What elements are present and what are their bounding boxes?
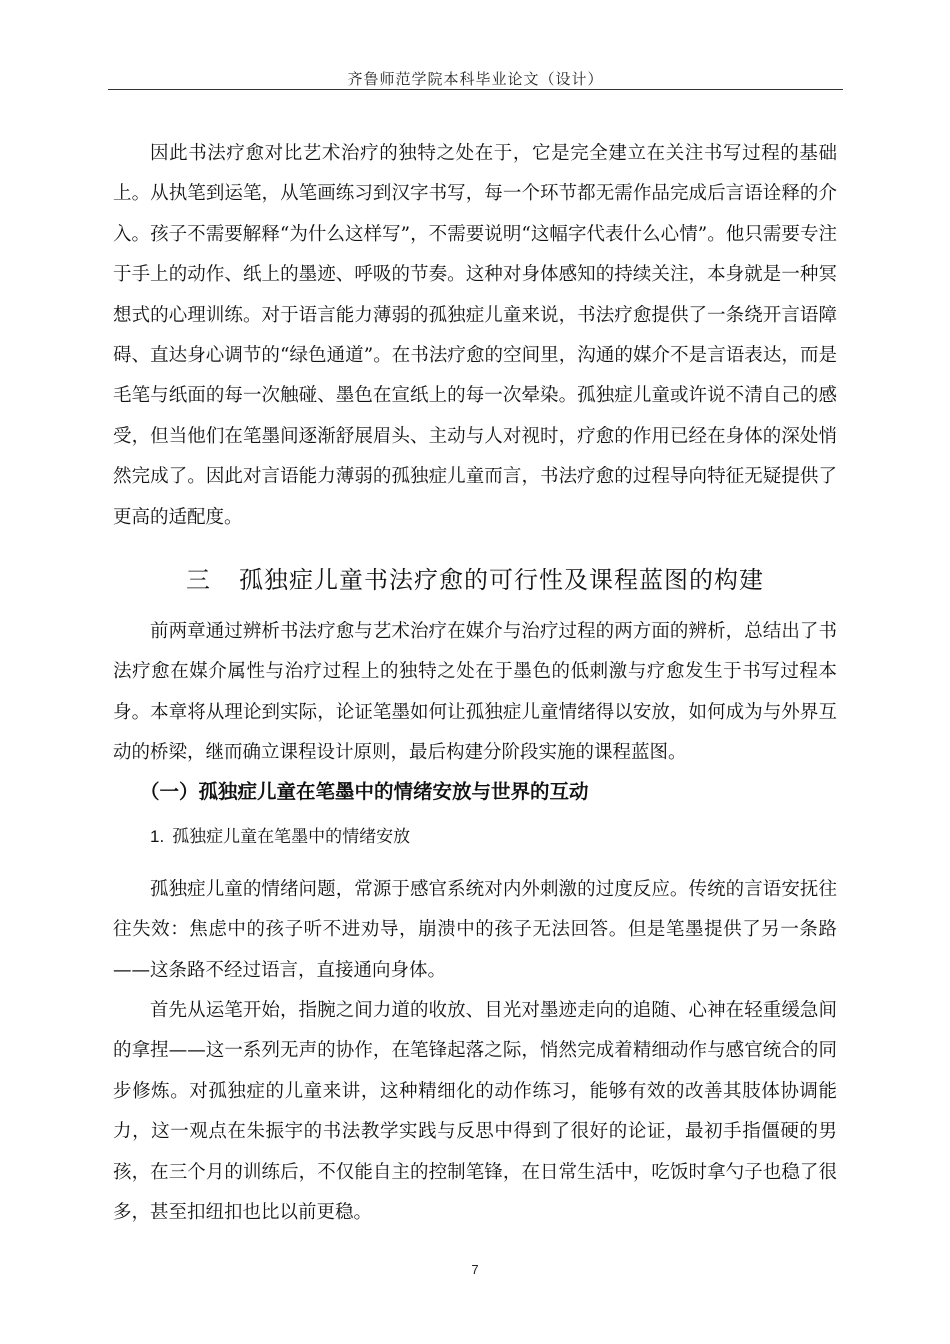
subsection-number: 1.: [150, 826, 165, 846]
paragraph-3: 孤独症儿童的情绪问题，常源于感官系统对内外刺激的过度反应。传统的言语安抚往往失效：焦虑中的孩子听不进劝导，崩溃中的孩子无法回答。但是笔墨提供了另一条路——这条路不经过语言，直接通向身体。: [113, 878, 837, 981]
subsection-heading: [113, 822, 837, 852]
chapter-title: 孤独症儿童书法疗愈的可行性及课程蓝图的构建: [239, 566, 764, 595]
subsection-title: 孤独症儿童在笔墨中的情绪安放: [172, 826, 411, 847]
chapter-heading: [113, 562, 837, 598]
chapter-number: 三: [186, 566, 211, 595]
running-header: 齐鲁师范学院本科毕业论文（设计）: [347, 70, 604, 88]
paragraph-1: 因此书法疗愈对比艺术治疗的独特之处在于，它是完全建立在关注书写过程的基础上。从执笔到运笔，从笔画练习到汉字书写，每一个环节都无需作品完成后言语诠释的介入。孩子不需要解释“为什么这样写”，不需要说明“这幅字代表什么心情”。他只需要专注于手上的动作、纸上的墨迹、呼吸的节奏。这种对身体感知的持续关注，本身就是一种冥想式的心理训练。对于语言能力薄弱的孤独症儿童来说，书法疗愈提供了一条绕开言语障碍、直达身心调节的“绿色通道”。在书法疗愈的空间里，沟通的媒介不是言语表达，而是毛笔与纸面的每一次触碰、墨色在宣纸上的每一次晕染。孤独症儿童或许说不清自己的感受，但当他们在笔墨间逐渐舒展眉头、主动与人对视时，疗愈的作用已经在身体的深处悄然完成了。因此对言语能力薄弱的孤独症儿童而言，书法疗愈的过程导向特征无疑提供了更高的适配度。: [113, 143, 837, 528]
paragraph-4: 首先从运笔开始，指腕之间力道的收放、目光对墨迹走向的追随、心神在轻重缓急间的拿捏——这一系列无声的协作，在笔锋起落之际，悄然完成着精细动作与感官统合的同步修炼。对孤独症的儿童来讲，这种精细化的动作练习，能够有效的改善其肢体协调能力，这一观点在朱振宇的书法教学实践与反思中得到了很好的论证，最初手指僵硬的男孩，在三个月的训练后，不仅能自主的控制笔锋，在日常生活中，吃饭时拿勺子也稳了很多，甚至扣纽扣也比以前更稳。: [113, 999, 837, 1223]
section-heading: （一）孤独症儿童在笔墨中的情绪安放与世界的互动: [140, 779, 589, 803]
paragraph-2: 前两章通过辨析书法疗愈与艺术治疗在媒介与治疗过程的两方面的辨析，总结出了书法疗愈在媒介属性与治疗过程上的独特之处在于墨色的低刺激与疗愈发生于书写过程本身。本章将从理论到实际，论证笔墨如何让孤独症儿童情绪得以安放，如何成为与外界互动的桥梁，继而确立课程设计原则，最后构建分阶段实施的课程蓝图。: [113, 621, 837, 764]
page-number: 7: [471, 1262, 479, 1277]
body-text: [113, 134, 837, 1233]
header-rule: [108, 89, 843, 90]
